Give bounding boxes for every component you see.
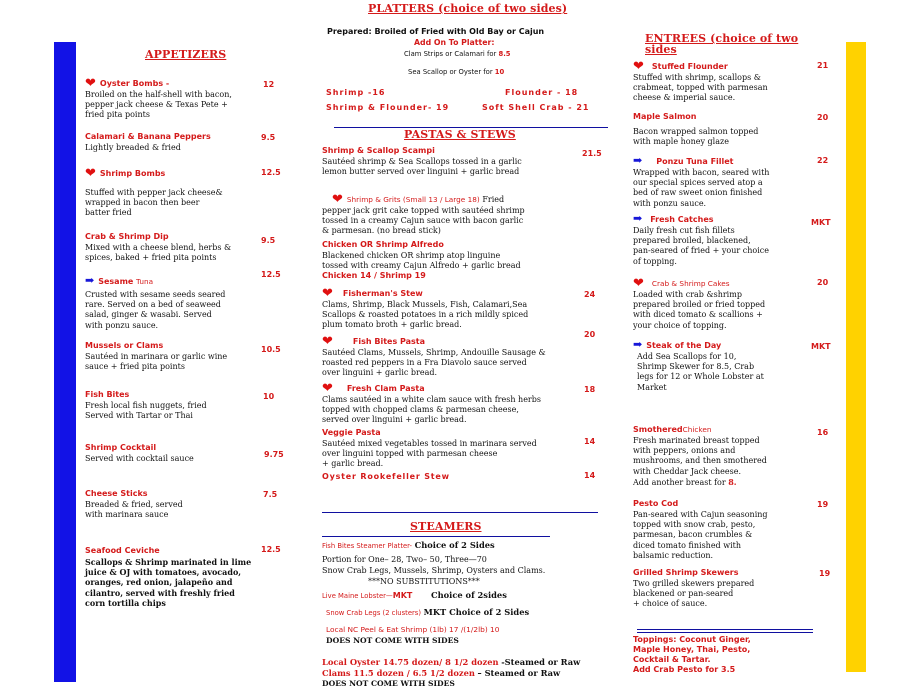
item-price: 12	[263, 80, 275, 89]
steamer-clams: Clams 11.5 dozen / 6.5 1/2 dozen – Steamed or Raw	[322, 668, 561, 678]
menu-item: Seafood Ceviche 12.5 Scallops & Shrimp marinated in lime juice & OJ with tomatoes, avocado, oranges, red onion, jalapeño and cilantro, served with freshly fried corn tortilla chips	[85, 545, 285, 609]
item-description: Clams sautéed in a white clam sauce with fresh herbs topped with chopped clams & parmesan cheese, served over linguini + garlic bread.	[322, 394, 541, 425]
menu-item: 12.5 ➡ Sesame Tuna Crusted with sesame seeds seared rare. Served on a bed of seaweed salad, ginger & wasabi. Served with ponzu sauce.	[85, 270, 285, 331]
item-price: 16	[817, 428, 829, 437]
item-description: Stuffed with pepper jack cheese& wrapped in bacon then beer batter fried	[85, 187, 223, 218]
menu-item: Maple Salmon 20 Bacon wrapped salmon topped with maple honey glaze	[633, 111, 833, 147]
item-price: 20	[817, 278, 829, 287]
item-price: 10.5	[261, 345, 281, 354]
item-description: Scallops & Shrimp marinated in lime juice & OJ with tomatoes, avocado, oranges, red onion, jalapeño and cilantro, served with freshly fried corn tortilla chips	[85, 556, 252, 609]
platters-add-on: Add On To Platter:	[414, 38, 495, 47]
steamers-heading: STEAMERS	[410, 520, 482, 533]
menu-item: Shrimp Cocktail 9.75 Served with cocktail sauce	[85, 443, 284, 463]
item-price: 14	[584, 471, 596, 480]
item-price: MKT	[811, 218, 831, 227]
item-description: Blackened chicken OR shrimp atop linguine tossed with creamy Cajun Alfredo + garlic bread	[322, 250, 521, 270]
steamer-fish-bites: Fish Bites Steamer Platter- Choice of 2 Sides	[322, 540, 495, 550]
heart-icon: ❤	[85, 166, 96, 181]
arrow-right-icon: ➡	[633, 338, 643, 351]
appetizers-heading: APPETIZERS	[145, 48, 227, 61]
alfredo-prices: Chicken 14 / Shrimp 19	[322, 271, 426, 281]
blue-side-bar	[54, 42, 76, 682]
arrow-right-icon: ➡	[633, 212, 643, 225]
item-price: 10	[263, 392, 275, 401]
steamer-nc-peel: Local NC Peel & Eat Shrimp (1lb) 17 /(1/2lb) 10	[326, 625, 500, 634]
menu-item: Fish Bites 10 Fresh local fish nuggets, fried Served with Tartar or Thai	[85, 389, 285, 421]
steamer-no-sides: DOES NOT COME WITH SIDES	[326, 636, 459, 645]
platters-prepared: Prepared: Broiled of Fried with Old Bay or Cajun	[327, 27, 545, 36]
heart-icon: ❤	[322, 286, 333, 301]
item-description: Loaded with crab &shrimp prepared broiled or fried topped with diced tomato & scallions + your choice of topping.	[633, 289, 766, 330]
menu-item: Cheese Sticks 7.5 Breaded & fried, served with marinara sauce	[85, 488, 285, 520]
heart-icon: ❤	[85, 76, 96, 91]
steamer-no-subs: ***NO SUBSTITUTIONS***	[368, 577, 480, 586]
divider	[322, 536, 550, 537]
item-price: 12.5	[261, 168, 281, 177]
menu-item: ❤ Crab & Shrimp Cakes 20 Loaded with crab &shrimp prepared broiled or fried topped with diced tomato & scallions + your choice of topping.	[633, 278, 833, 331]
item-price: 9.5	[261, 236, 276, 245]
item-description: Sautéed mixed vegetables tossed in marinara served over linguini topped with parmesan cheese + garlic bread.	[322, 438, 537, 469]
item-price: 24	[584, 290, 596, 299]
item-description: Bacon wrapped salmon topped with maple honey glaze	[633, 126, 759, 146]
steamer-snow-crab: Snow Crab Legs (2 clusters) MKT Choice of 2 Sides	[326, 607, 530, 617]
item-price: 9.5	[261, 133, 276, 142]
item-description: Served with cocktail sauce	[85, 453, 194, 463]
platter-shrimp-flounder: Shrimp & Flounder- 19	[326, 103, 450, 112]
menu-item: ❤ Fresh Clam Pasta 18 Clams sautéed in a white clam sauce with fresh herbs topped with chopped clams & parmesan cheese, served over linguini + garlic bread.	[322, 383, 607, 426]
item-description: Breaded & fried, served with marinara sauce	[85, 499, 183, 519]
platter-flounder: Flounder - 18	[505, 88, 579, 97]
entrees-heading: ENTREES (choice of two sides	[645, 32, 799, 56]
platters-heading: PLATTERS (choice of two sides)	[368, 2, 568, 15]
item-price: 12.5	[261, 270, 281, 279]
menu-item: Shrimp & Scallop Scampi 21.5 Sautéed shrimp & Sea Scallops tossed in a garlic lemon butter served over linguini + garlic bread	[322, 145, 607, 177]
item-description: Pan-seared with Cajun seasoning topped with snow crab, pesto, parmesan, bacon crumbles & diced tomato finished with balsamic reduction.	[633, 509, 768, 561]
menu-item: Veggie Pasta 14 Sautéed mixed vegetables tossed in marinara served over linguini topped with parmesan cheese + garlic bread.	[322, 427, 607, 470]
platter-soft-shell: Soft Shell Crab - 21	[482, 103, 590, 112]
item-description: Broiled on the half-shell with bacon, pepper jack cheese & Texas Pete + fried pita points	[85, 89, 232, 120]
divider	[322, 512, 598, 513]
item-description: Fresh local fish nuggets, fried Served with Tartar or Thai	[85, 400, 207, 420]
item-price: 20	[817, 113, 829, 122]
menu-item: ❤ Oyster Bombs - 12 Broiled on the half-shell with bacon, pepper jack cheese & Texas Pete + fried pita points	[85, 78, 285, 121]
item-price: 12.5	[261, 545, 281, 554]
divider	[637, 629, 813, 630]
item-description: Stuffed with shrimp, scallops & crabmeat, topped with parmesan cheese & imperial sauce.	[633, 72, 768, 103]
menu-item: Oyster Rookefeller Stew 14	[322, 471, 596, 481]
menu-item: ❤ Stuffed Flounder 21 Stuffed with shrimp, scallops & crabmeat, topped with parmesan cheese & imperial sauce.	[633, 61, 833, 104]
item-price: 21.5	[582, 149, 602, 158]
arrow-right-icon: ➡	[85, 274, 95, 287]
item-price: 19	[819, 569, 831, 578]
platter-shrimp: Shrimp -16	[326, 88, 386, 97]
menu-item: Grilled Shrimp Skewers 19 Two grilled skewers prepared blackened or pan-seared + choice of sauce.	[633, 567, 833, 610]
item-description: Lightly breaded & fried	[85, 142, 181, 152]
item-description: Daily fresh cut fish fillets prepared broiled, blackened, pan-seared of fried + your choice of topping.	[633, 225, 769, 266]
menu-item: ❤ Fisherman's Stew 24 Clams, Shrimp, Black Mussels, Fish, Calamari,Sea Scallops & roasted potatoes in a rich mildly spiced plum tomato broth + garlic bread.	[322, 288, 607, 331]
menu-item: ❤ Shrimp Bombs 12.5 Stuffed with pepper jack cheese& wrapped in bacon then beer batter fried	[85, 168, 285, 219]
item-price: 19	[817, 500, 829, 509]
item-description: Mixed with a cheese blend, herbs & spices, baked + fried pita points	[85, 242, 232, 262]
heart-icon: ❤	[332, 192, 343, 207]
toppings-note: Toppings: Coconut Ginger, Maple Honey, Thai, Pesto, Cocktail & Tartar. Add Crab Pesto for 3.5	[633, 635, 751, 674]
heart-icon: ❤	[322, 381, 333, 396]
item-description: pepper jack grit cake topped with sautéed shrimp tossed in a creamy Cajun sauce with bacon garlic & parmesan. (no bread stick)	[322, 205, 525, 236]
item-price: 21	[817, 61, 829, 70]
steamer-live-maine: Live Maine Lobster—MKT Choice of 2sides	[322, 590, 507, 600]
menu-item: Calamari & Banana Peppers 9.5 Lightly breaded & fried	[85, 131, 285, 153]
item-price: 18	[584, 385, 596, 394]
menu-item: Chicken OR Shrimp Alfredo Blackened chicken OR shrimp atop linguine tossed with creamy Cajun Alfredo + garlic bread Chicken 14 / Shrimp 19	[322, 239, 607, 282]
item-price: 9.75	[264, 450, 284, 459]
platters-clam-strips: Clam Strips or Calamari for 8.5	[404, 50, 511, 58]
menu-item: Crab & Shrimp Dip 9.5 Mixed with a cheese blend, herbs & spices, baked + fried pita points	[85, 231, 285, 263]
item-price: 20	[584, 330, 596, 339]
heart-icon: ❤	[633, 276, 644, 291]
item-description: Two grilled skewers prepared blackened or pan-seared + choice of sauce.	[633, 578, 755, 609]
platters-sea-scallop: Sea Scallop or Oyster for 10	[408, 68, 505, 76]
item-price: 14	[584, 437, 596, 446]
menu-item: 20 ❤ Fish Bites Pasta Sautéed Clams, Mussels, Shrimp, Andouille Sausage & roasted red peppers in a Fra Diavolo sauce served over linguini + garlic bread.	[322, 336, 607, 379]
heart-icon: ❤	[322, 334, 333, 349]
item-description: Sautéed Clams, Mussels, Shrimp, Andouille Sausage & roasted red peppers in a Fra Diavolo sauce served over linguini + garlic bread.	[322, 347, 546, 378]
menu-item: Pesto Cod 19 Pan-seared with Cajun seasoning topped with snow crab, pesto, parmesan, bacon crumbles & diced tomato finished with balsamic reduction.	[633, 498, 833, 562]
menu-item: SmotheredChicken 16 Fresh marinated breast topped with peppers, onions and mushrooms, and then smothered with Cheddar Jack cheese. Add another breast for 8.	[633, 424, 833, 489]
item-description: Sautéed in marinara or garlic wine sauce + fried pita points	[85, 351, 228, 371]
item-price: 22	[817, 156, 829, 165]
divider	[637, 632, 813, 633]
menu-item: ➡ Ponzu Tuna Fillet 22 Wrapped with bacon, seared with our special spices served atop a bed of raw sweet onion finished with ponzu sauce.	[633, 156, 833, 209]
heart-icon: ❤	[633, 59, 644, 74]
yellow-side-bar	[846, 42, 866, 672]
item-price: 7.5	[263, 490, 278, 499]
item-description: Fresh marinated breast topped with peppers, onions and mushrooms, and then smothered with Cheddar Jack cheese. Add another breast for 8.	[633, 435, 767, 488]
menu-item: ➡ Steak of the Day MKT Add Sea Scallops for 10, Shrimp Skewer for 8.5, Crab legs for 12 or Whole Lobster at Market	[633, 340, 833, 393]
menu-item: ❤ Shrimp & Grits (Small 13 / Large 18) Fried pepper jack grit cake topped with sautéed shrimp tossed in a creamy Cajun sauce with bacon garlic & parmesan. (no bread stick)	[322, 194, 607, 237]
arrow-right-icon: ➡	[633, 154, 643, 167]
menu-item: ➡ Fresh Catches MKT Daily fresh cut fish fillets prepared broiled, blackened, pan-seared of fried + your choice of topping.	[633, 214, 833, 267]
pastas-heading: PASTAS & STEWS	[404, 128, 516, 141]
item-price: MKT	[811, 342, 831, 351]
steamer-no-sides-2: DOES NOT COME WITH SIDES	[322, 679, 455, 688]
menu-item: Mussels or Clams 10.5 Sautéed in marinara or garlic wine sauce + fried pita points	[85, 340, 285, 372]
item-description: Add Sea Scallops for 10, Shrimp Skewer for 8.5, Crab legs for 12 or Whole Lobster at Market	[637, 351, 764, 392]
item-description: Clams, Shrimp, Black Mussels, Fish, Calamari,Sea Scallops & roasted potatoes in a rich mildly spiced plum tomato broth + garlic bread.	[322, 299, 529, 330]
item-description: Sautéed shrimp & Sea Scallops tossed in a garlic lemon butter served over linguini + garlic bread	[322, 156, 522, 176]
steamer-local-oyster: Local Oyster 14.75 dozen/ 8 1/2 dozen -Steamed or Raw	[322, 657, 581, 667]
item-description: Wrapped with bacon, seared with our special spices served atop a bed of raw sweet onion finished with ponzu sauce.	[633, 167, 770, 208]
steamer-snow-crab-mix: Snow Crab Legs, Mussels, Shrimp, Oysters and Clams.	[322, 566, 546, 575]
steamer-portion: Portion for One– 28, Two– 50, Three—70	[322, 555, 487, 564]
item-description: Crusted with sesame seeds seared rare. Served on a bed of seaweed salad, ginger & wasabi. Served with ponzu sauce.	[85, 289, 226, 330]
